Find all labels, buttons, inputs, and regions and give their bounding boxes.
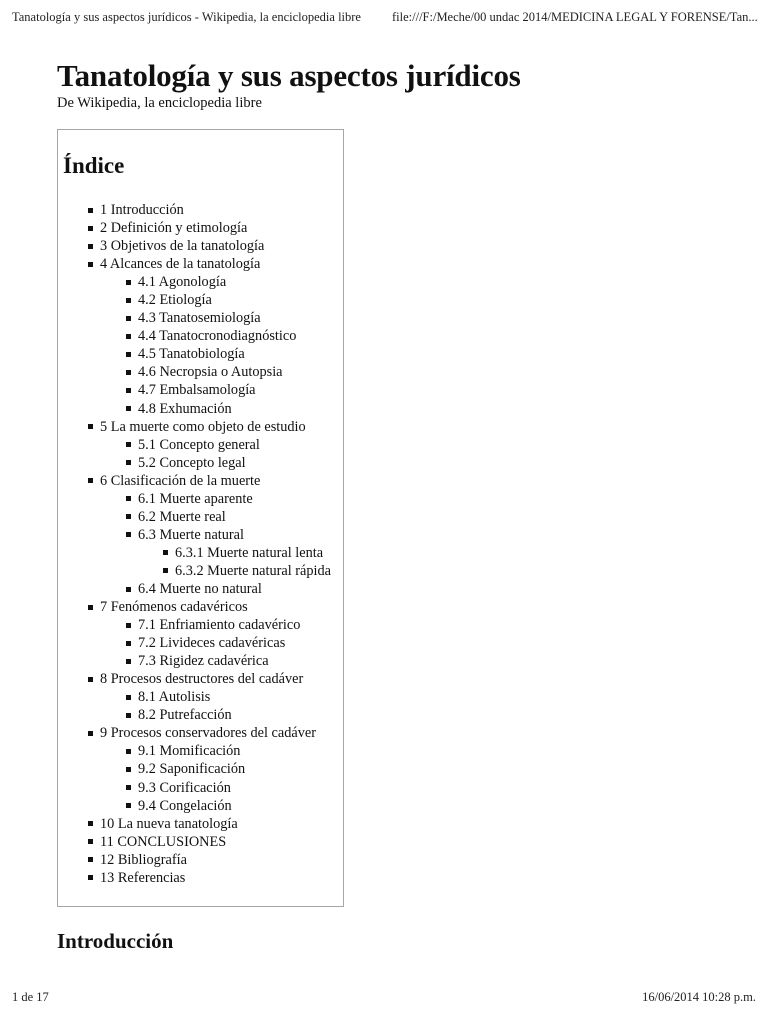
bullet-icon: [163, 568, 168, 573]
toc-item[interactable]: [58, 724, 331, 742]
bullet-icon: [126, 587, 131, 592]
bullet-icon: [126, 695, 131, 700]
bullet-icon: [88, 605, 93, 610]
toc-item[interactable]: [58, 851, 331, 869]
toc-item[interactable]: [58, 634, 331, 652]
toc-item[interactable]: [58, 418, 331, 436]
toc-item-label[interactable]: 1 Introducción: [100, 202, 184, 218]
toc-item[interactable]: [58, 309, 331, 327]
bullet-icon: [88, 875, 93, 880]
section-heading-introduccion: Introducción: [57, 929, 174, 953]
bullet-icon: [126, 713, 131, 718]
bullet-icon: [126, 280, 131, 285]
toc-item[interactable]: [58, 345, 331, 363]
toc-item-label[interactable]: 7.1 Enfriamiento cadavérico: [138, 617, 301, 634]
page-subtitle: De Wikipedia, la enciclopedia libre: [57, 95, 262, 111]
toc-item-label[interactable]: 9.3 Corificación: [138, 779, 231, 796]
toc-item[interactable]: [58, 616, 331, 634]
bullet-icon: [88, 677, 93, 682]
toc-item[interactable]: [58, 273, 331, 291]
bullet-icon: [88, 478, 93, 483]
toc-item-label[interactable]: 5.1 Concepto general: [138, 436, 260, 453]
toc-item[interactable]: [58, 580, 331, 598]
bullet-icon: [88, 226, 93, 231]
bullet-icon: [126, 514, 131, 519]
bullet-icon: [126, 406, 131, 411]
toc-item-label[interactable]: 9.1 Momificación: [138, 743, 241, 760]
bullet-icon: [126, 532, 131, 537]
toc-item[interactable]: [58, 490, 331, 508]
toc-item-label[interactable]: 7.2 Livideces cadavéricas: [138, 635, 286, 652]
toc-item-label[interactable]: 13 Referencias: [100, 869, 186, 886]
bullet-icon: [126, 316, 131, 321]
bullet-icon: [88, 821, 93, 826]
bullet-icon: [126, 298, 131, 303]
toc-item-label[interactable]: 4.7 Embalsamología: [138, 382, 256, 399]
bullet-icon: [88, 857, 93, 862]
bullet-icon: [126, 352, 131, 357]
toc-item-label[interactable]: 8 Procesos destructores del cadáver: [100, 671, 304, 688]
print-header-title: Tanatología y sus aspectos jurídicos - Wikipedia, la enciclopedia libre: [12, 10, 361, 24]
toc-item[interactable]: [58, 436, 331, 454]
toc-item-label[interactable]: 5 La muerte como objeto de estudio: [100, 418, 306, 435]
toc-item-label[interactable]: 8.1 Autolisis: [138, 689, 211, 706]
toc-item-label[interactable]: 6.2 Muerte real: [138, 508, 226, 525]
toc-item-label[interactable]: 8.2 Putrefacción: [138, 707, 232, 724]
page-title: Tanatología y sus aspectos jurídicos: [57, 58, 521, 93]
toc-item[interactable]: [58, 670, 331, 688]
table-of-contents: [57, 129, 344, 907]
toc-item-label[interactable]: 4 Alcances de la tanatología: [100, 256, 261, 273]
bullet-icon: [126, 803, 131, 808]
toc-item[interactable]: [58, 201, 331, 219]
bullet-icon: [126, 767, 131, 772]
toc-item-label[interactable]: 9.2 Saponificación: [138, 761, 246, 778]
bullet-icon: [88, 262, 93, 267]
toc-item[interactable]: [58, 381, 331, 399]
toc-item[interactable]: [58, 237, 331, 255]
toc-item[interactable]: [58, 255, 331, 273]
toc-item-label[interactable]: 6.1 Muerte aparente: [138, 490, 253, 507]
toc-item-label[interactable]: 5.2 Concepto legal: [138, 454, 246, 471]
toc-item-label[interactable]: 9.4 Congelación: [138, 797, 232, 814]
toc-item-label[interactable]: 6.3.2 Muerte natural rápida: [175, 562, 332, 579]
bullet-icon: [126, 334, 131, 339]
bullet-icon: [88, 424, 93, 429]
toc-item[interactable]: [58, 760, 331, 778]
print-header-url: file:///F:/Meche/00 undac 2014/MEDICINA LEGAL Y FORENSE/Tan...: [392, 10, 758, 24]
toc-item-label[interactable]: 6.4 Muerte no natural: [138, 580, 262, 597]
toc-item[interactable]: [58, 779, 331, 797]
bullet-icon: [163, 550, 168, 555]
bullet-icon: [88, 244, 93, 249]
toc-item-label[interactable]: 2 Definición y etimología: [100, 220, 248, 237]
toc-item-label[interactable]: 9 Procesos conservadores del cadáver: [100, 725, 316, 742]
bullet-icon: [126, 370, 131, 375]
bullet-icon: [126, 641, 131, 646]
toc-item-label[interactable]: 10 La nueva tanatología: [100, 815, 238, 832]
toc-item-label[interactable]: 7.3 Rigidez cadavérica: [138, 653, 269, 670]
toc-item[interactable]: [58, 219, 331, 237]
bullet-icon: [126, 785, 131, 790]
page-number: 1 de 17: [12, 990, 49, 1004]
toc-item-label[interactable]: 11 CONCLUSIONES: [100, 833, 227, 850]
toc-item[interactable]: [58, 833, 331, 851]
toc-item-label[interactable]: 4.8 Exhumación: [138, 400, 232, 417]
toc-item[interactable]: [58, 454, 331, 472]
toc-item[interactable]: [58, 797, 331, 815]
toc-item-label[interactable]: 4.5 Tanatobiología: [138, 346, 245, 363]
bullet-icon: [126, 496, 131, 501]
bullet-icon: [126, 442, 131, 447]
print-header: [12, 10, 756, 28]
toc-item[interactable]: [58, 544, 331, 562]
toc-item[interactable]: [58, 400, 331, 418]
print-datetime: 16/06/2014 10:28 p.m.: [642, 990, 756, 1004]
bullet-icon: [88, 839, 93, 844]
toc-item-label[interactable]: 6.3.1 Muerte natural lenta: [175, 544, 324, 561]
bullet-icon: [88, 208, 93, 213]
toc-item[interactable]: [58, 706, 331, 724]
toc-item-label[interactable]: 4.4 Tanatocronodiagnóstico: [138, 328, 297, 345]
toc-item[interactable]: [58, 815, 331, 833]
toc-item[interactable]: [58, 526, 331, 544]
bullet-icon: [126, 749, 131, 754]
toc-item-label[interactable]: 3 Objetivos de la tanatología: [100, 238, 265, 255]
toc-item-label[interactable]: 12 Bibliografía: [100, 851, 187, 868]
toc-item-label[interactable]: 6.3 Muerte natural: [138, 526, 244, 543]
toc-item[interactable]: [58, 688, 331, 706]
bullet-icon: [88, 731, 93, 736]
bullet-icon: [126, 388, 131, 393]
toc-item[interactable]: [58, 363, 331, 381]
bullet-icon: [126, 460, 131, 465]
toc-item[interactable]: [58, 598, 331, 616]
toc-item-label[interactable]: 6 Clasificación de la muerte: [100, 472, 261, 489]
toc-item[interactable]: [58, 327, 331, 345]
toc-item-label[interactable]: 4.2 Etiología: [138, 292, 212, 309]
toc-item-label[interactable]: 7 Fenómenos cadavéricos: [100, 599, 248, 616]
toc-item[interactable]: [58, 869, 331, 887]
toc-item[interactable]: [58, 472, 331, 490]
toc-item[interactable]: [58, 562, 331, 580]
bullet-icon: [126, 623, 131, 628]
toc-item[interactable]: [58, 508, 331, 526]
bullet-icon: [126, 659, 131, 664]
print-footer: [12, 990, 756, 1008]
toc-item-label[interactable]: 4.6 Necropsia o Autopsia: [138, 364, 283, 381]
toc-title: Índice: [63, 153, 125, 178]
toc-item[interactable]: [58, 291, 331, 309]
toc-list: [58, 201, 331, 887]
toc-item-label[interactable]: 4.3 Tanatosemiología: [138, 310, 261, 327]
toc-item[interactable]: [58, 652, 331, 670]
toc-item[interactable]: [58, 742, 331, 760]
toc-item-label[interactable]: 4.1 Agonología: [138, 274, 227, 291]
